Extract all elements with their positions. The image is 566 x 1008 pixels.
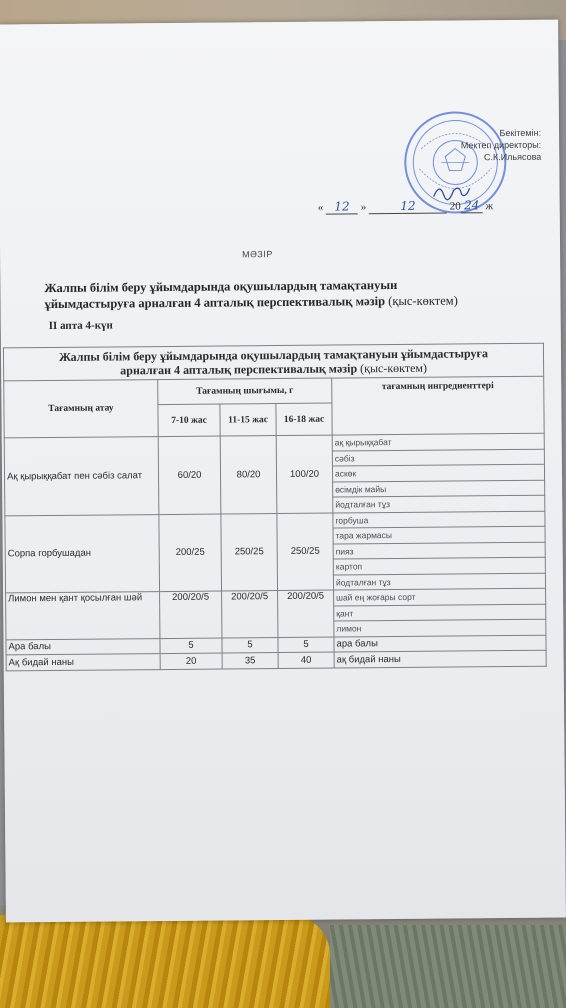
amount-7-10: 60/20: [158, 436, 221, 514]
heading-line-1: Жалпы білім беру ұйымдарында оқушылардың тамақтануын: [44, 277, 398, 296]
ingredient: сәбіз: [332, 449, 544, 466]
date-year-prefix: 20: [449, 200, 461, 213]
date-suffix: ж: [485, 200, 494, 213]
date-close-quote: »: [360, 201, 367, 214]
amount-11-15: 80/20: [220, 436, 277, 514]
amount-16-18: 5: [278, 637, 334, 653]
dish-name: Ақ бидай наны: [6, 654, 160, 671]
ingredient: қант: [334, 604, 546, 621]
ingredient: пияз: [333, 542, 545, 559]
amount-11-15: 250/25: [221, 513, 278, 591]
menu-table: [3, 343, 547, 671]
amount-7-10: 5: [160, 638, 222, 654]
ingredient: йодталған тұз: [333, 495, 545, 512]
ingredient: өсімдік майы: [333, 480, 545, 497]
ingredient: лимон: [334, 619, 546, 636]
header-age-7-10: 7-10 жас: [158, 404, 220, 437]
approval-name: С.К.Ильясова: [483, 151, 542, 163]
header-age-11-15: 11-15 жас: [220, 404, 276, 436]
date-open-quote: «: [317, 201, 324, 214]
dish-name: Ара балы: [6, 638, 160, 655]
yellow-fabric: [0, 915, 330, 1008]
amount-7-10: 200/25: [159, 514, 222, 592]
table-title-season: (қыс-көктем): [360, 360, 428, 376]
table-header-row: [4, 376, 544, 406]
ingredient: ара балы: [334, 635, 546, 652]
amount-16-18: 200/20/5: [278, 590, 334, 637]
ingredient: шай ең жоғары сорт: [334, 588, 546, 605]
ingredient: аскөк: [332, 464, 544, 481]
page-heading: [44, 276, 514, 312]
ingredient: ақ бидай наны: [334, 650, 546, 667]
dish-name: Лимон мен қант қосылған шәй: [6, 592, 160, 640]
heading-line-2: ұйымдастыруға арналған 4 апталық перспективалық мәзір: [44, 294, 386, 312]
approval-label: Бекітемін:: [499, 127, 542, 139]
amount-16-18: 100/20: [276, 435, 333, 513]
amount-16-18: 40: [278, 652, 334, 668]
amount-7-10: 20: [160, 653, 222, 669]
menu-title: МӘЗІР: [242, 249, 273, 260]
amount-7-10: 200/20/5: [160, 591, 222, 638]
amount-16-18: 250/25: [277, 513, 334, 591]
green-fabric: [330, 925, 566, 1008]
date-year-suffix: 24: [463, 198, 480, 213]
table-title-line-1: Жалпы білім беру ұйымдарында оқушылардың тамақтануын ұйымдастыруға: [58, 346, 488, 364]
ingredient: горбуша: [333, 511, 545, 528]
header-yield: Тағамның шығымы, г: [158, 378, 332, 405]
ingredient: тара жармасы: [333, 526, 545, 543]
header-dish: Тағамның атау: [4, 380, 158, 438]
amount-11-15: 5: [222, 637, 278, 653]
date-month: 12: [400, 198, 416, 213]
dish-name: Ақ қырыққабат пен сәбіз салат: [4, 437, 159, 516]
table-title: [3, 343, 543, 381]
table-title-row: [3, 343, 543, 381]
header-age-16-18: 16-18 жас: [276, 403, 332, 435]
table-row: [6, 650, 546, 670]
ingredient: йодталған тұз: [333, 573, 545, 590]
approval-date: [318, 198, 493, 215]
document-page: [0, 20, 566, 923]
dish-name: Сорпа горбушадан: [5, 514, 160, 593]
approval-role: Мектеп директоры:: [460, 139, 542, 151]
ingredient: картоп: [333, 557, 545, 574]
table-title-line-2: арналған 4 апталық перспективалық мәзір: [120, 361, 358, 378]
amount-11-15: 35: [222, 653, 278, 669]
heading-season: (қыс-көктем): [388, 293, 458, 309]
header-ingredients: тағамның ингредиенттері: [332, 376, 544, 435]
week-day-label: II апта 4-күн: [48, 319, 113, 333]
amount-11-15: 200/20/5: [222, 591, 278, 638]
date-day: 12: [334, 199, 350, 214]
ingredient: ақ қырыққабат: [332, 433, 544, 450]
